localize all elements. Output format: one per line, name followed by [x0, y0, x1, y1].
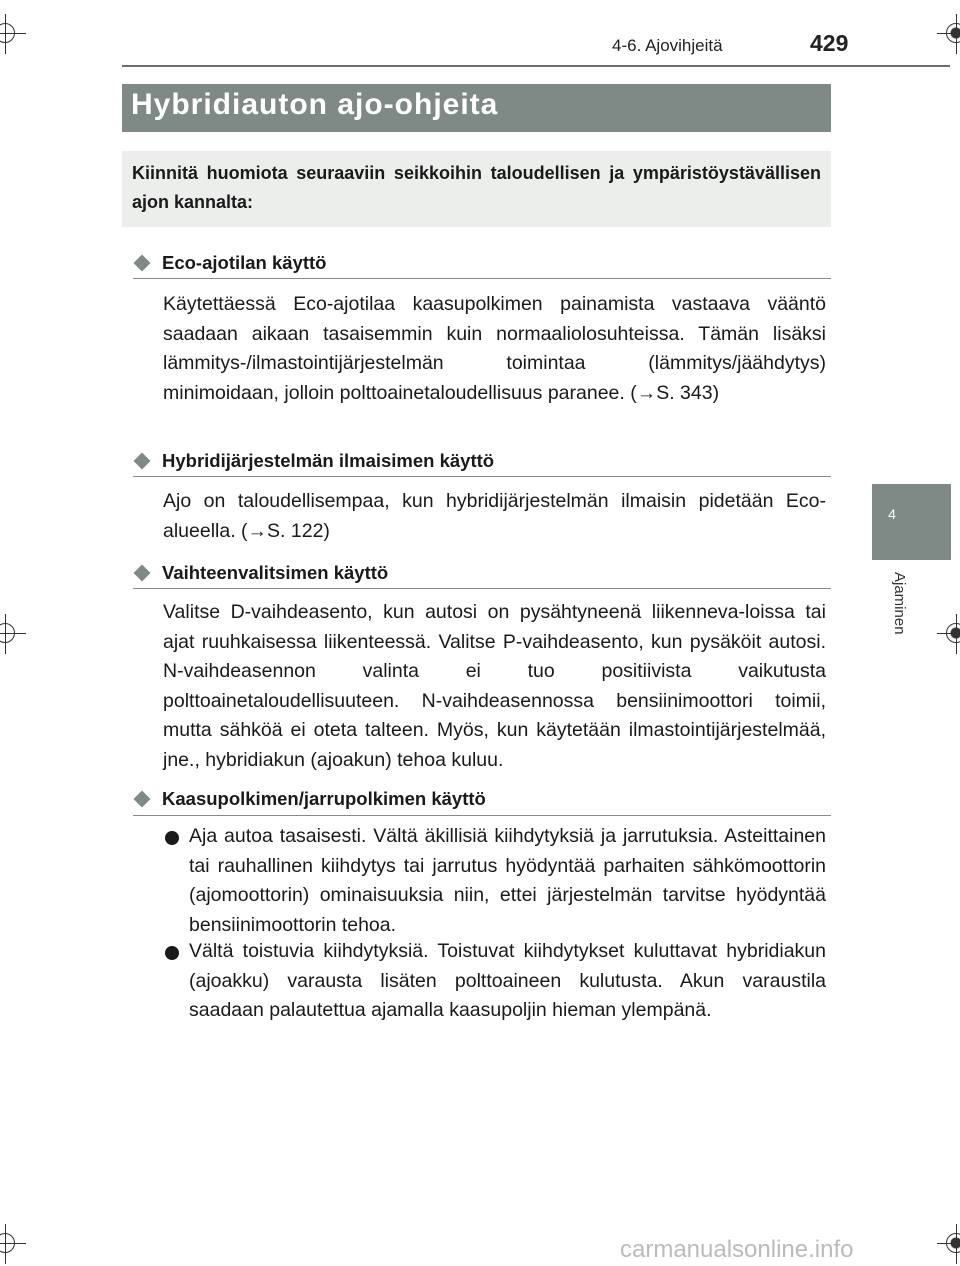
intro-box: Kiinnitä huomiota seuraaviin seikkoihin taloudellisen ja ympäristöystävällisen ajon kannalta: [122, 151, 831, 227]
section-rule [133, 278, 831, 279]
crop-mark-top-right [937, 14, 960, 54]
list-item [163, 822, 826, 940]
diamond-icon [134, 791, 151, 808]
list-item-text: Vältä toistuvia kiihdytyksiä. Toistuvat kiihdytykset kuluttavat hybridiakun (ajoakku) varausta lisäten polttoaineen kulutusta. Akun varaustila saadaan palautettua ajamalla kaasupoljin hieman ylempänä. [189, 940, 826, 1021]
section-rule [133, 588, 831, 589]
bullet-icon [165, 946, 179, 960]
chapter-tab-number: 4 [888, 506, 896, 522]
bullet-icon [165, 831, 179, 845]
crop-mark-top-left [0, 14, 26, 54]
crop-mark-bottom-right [937, 1224, 960, 1264]
section-rule [133, 815, 831, 816]
section-heading-text: Eco-ajotilan käyttö [162, 252, 327, 273]
watermark: carmanualsonline.info [620, 1236, 854, 1263]
chapter-tab [872, 484, 951, 560]
header-section-title: 4-6. Ajovihjeitä [612, 36, 723, 55]
section-heading-text: Hybridijärjestelmän ilmaisimen käyttö [162, 450, 495, 471]
crop-mark-mid-right [937, 614, 960, 654]
diamond-icon [134, 565, 151, 582]
crop-mark-mid-left [0, 614, 26, 654]
chapter-tab-label: Ajaminen [891, 572, 908, 635]
section-heading-text: Kaasupolkimen/jarrupolkimen käyttö [162, 788, 486, 809]
section-heading-hybrid-indicator [133, 450, 831, 476]
crop-mark-bottom-left [0, 1224, 26, 1264]
page-number: 429 [810, 30, 849, 56]
section-heading-pedals [133, 788, 831, 814]
section-heading-shift-lever [133, 562, 831, 588]
diamond-icon [134, 453, 151, 470]
section-body-hybrid-indicator: Ajo on taloudellisempaa, kun hybridijärjestelmän ilmaisin pidetään Eco-alueella. (→S. 122) [163, 490, 826, 542]
list-item-text: Aja autoa tasaisesti. Vältä äkillisiä kiihdytyksiä ja jarrutuksia. Asteittainen tai rauhallinen kiihdytys tai jarrutus hyödyntää parhaiten sähkömoottorin (ajomoottorin) ominaisuuksia niin, ettei järjestelmän tarvitse hyödyntää bensiinimoottorin tehoa. [189, 825, 826, 936]
diamond-icon [134, 255, 151, 272]
list-item [163, 937, 826, 1026]
section-heading-text: Vaihteenvalitsimen käyttö [162, 562, 389, 583]
section-body-eco-mode: Käytettäessä Eco-ajotilaa kaasupolkimen painamista vastaava vääntö saadaan aikaan tasaisemmin kuin normaaliolosuhteissa. Tämän lisäksi lämmitys-/ilmastointijärjestelmän toimintaa (lämmitys/jäähdytys) minimoidaan, jolloin polttoainetaloudellisuus paranee. (→S. 343) [163, 293, 826, 404]
section-heading-eco-mode [133, 252, 831, 278]
section-body-shift-lever: Valitse D-vaihdeasento, kun autosi on pysähtyneenä liikenneva-loissa tai ajat ruuhkaisessa liikenteessä. Valitse P-vaihdeasento, kun pysäköit autosi. N-vaihdeasennon valinta ei tuo positiivista vaikutusta polttoainetaloudellisuuteen. N-vaihdeasennossa bensiinimoottori toimii, mutta sähköä ei oteta talteen. Myös, kun käytetään ilmastointijärjestelmää, jne., hybridiakun (ajoakun) tehoa kuluu. [163, 601, 826, 771]
section-rule [133, 476, 831, 477]
page-title: Hybridiauton ajo-ohjeita [122, 84, 831, 132]
header-rule [122, 65, 950, 67]
